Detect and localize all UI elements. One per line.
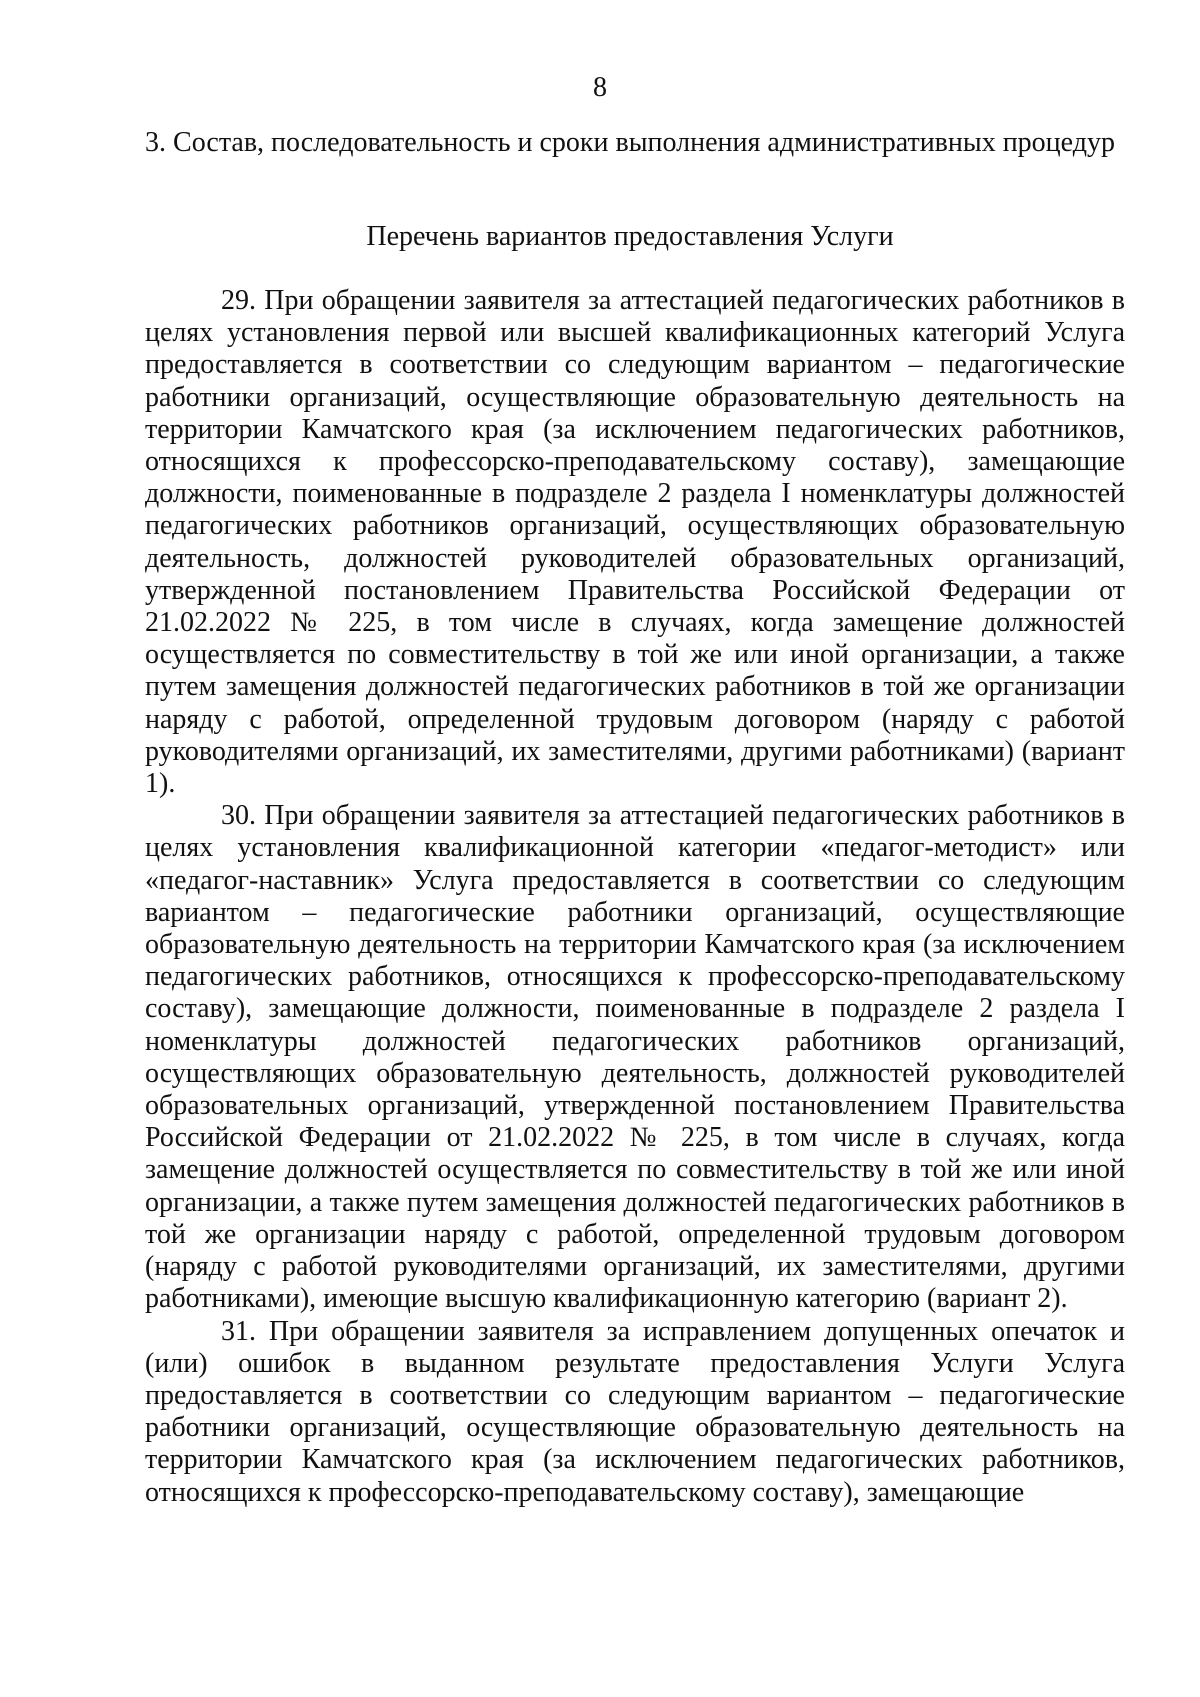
section-subheading: Перечень вариантов предоставления Услуги: [366, 221, 894, 252]
document-body: [145, 285, 1125, 1509]
paragraph-29: 29. При обращении заявителя за аттестацией педагогических работников в целях установления первой или высшей квалификационных категорий Услуга предоставляется в соответствии со следующим вариантом – педагогические работники организаций, осуществляющие образовательную деятельность на территории Камчатского края (за исключением педагогических работников, относящихся к профессорско-преподавательскому составу), замещающие должности, поименованные в подразделе 2 раздела I номенклатуры должностей педагогических работников организаций, осуществляющих образовательную деятельность, должностей руководителей образовательных организаций, утвержденной постановлением Правительства Российской Федерации от 21.02.2022 № 225, в том числе в случаях, когда замещение должностей осуществляется по совместительству в той же или иной организации, а также путем замещения должностей педагогических работников в той же организации наряду с работой, определенной трудовым договором (наряду с работой руководителями организаций, их заместителями, другими работниками) (вариант 1).: [145, 285, 1125, 800]
section-heading: 3. Состав, последовательность и сроки выполнения административных процедур: [145, 127, 1115, 158]
paragraph-31: 31. При обращении заявителя за исправлением допущенных опечаток и (или) ошибок в выданном результате предоставления Услуги Услуга предоставляется в соответствии со следующим вариантом – педагогические работники организаций, осуществляющие образовательную деятельность на территории Камчатского края (за исключением педагогических работников, относящихся к профессорско-преподавательскому составу), замещающие: [145, 1315, 1125, 1508]
paragraph-30: 30. При обращении заявителя за аттестацией педагогических работников в целях установления квалификационной категории «педагог-методист» или «педагог-наставник» Услуга предоставляется в соответствии со следующим вариантом – педагогические работники организаций, осуществляющие образовательную деятельность на территории Камчатского края (за исключением педагогических работников, относящихся к профессорско-преподавательскому составу), замещающие должности, поименованные в подразделе 2 раздела I номенклатуры должностей педагогических работников организаций, осуществляющих образовательную деятельность, должностей руководителей образовательных организаций, утвержденной постановлением Правительства Российской Федерации от 21.02.2022 № 225, в том числе в случаях, когда замещение должностей осуществляется по совместительству в той же или иной организации, а также путем замещения должностей педагогических работников в той же организации наряду с работой, определенной трудовым договором (наряду с работой руководителями организаций, их заместителями, другими работниками), имеющие высшую квалификационную категорию (вариант 2).: [145, 800, 1125, 1315]
page-number: 8: [593, 72, 607, 103]
